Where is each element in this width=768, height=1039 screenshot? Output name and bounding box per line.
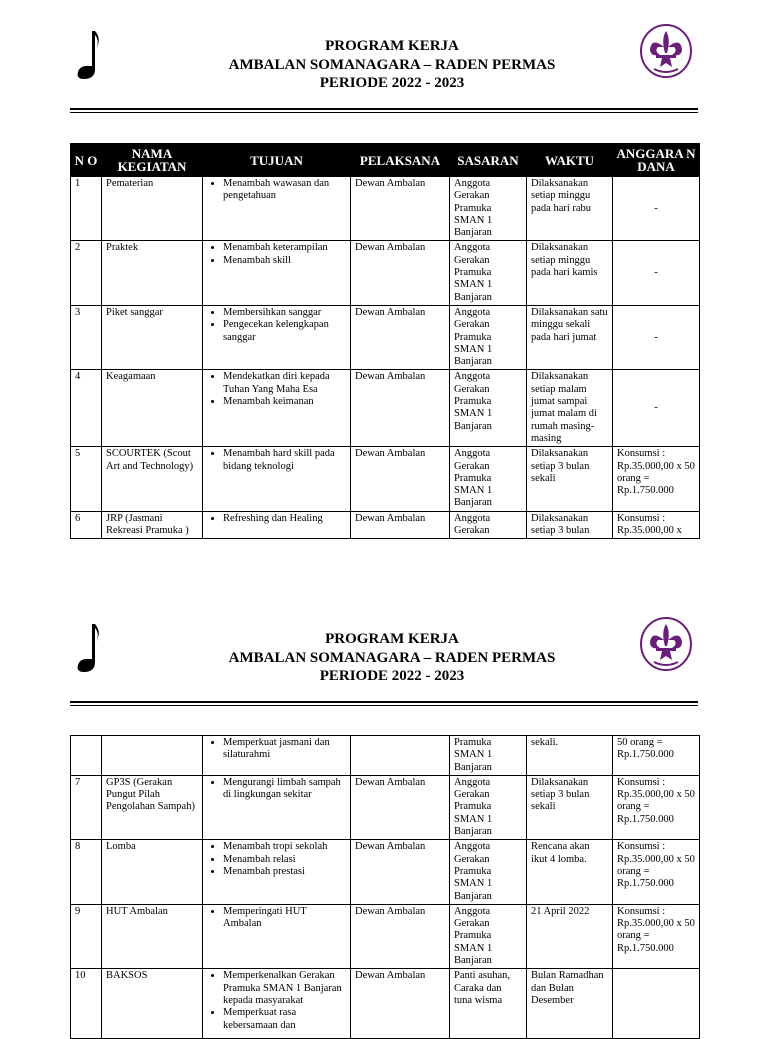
cell-waktu: Dilaksanakan setiap 3 bulan sekali xyxy=(527,775,613,839)
cell-tujuan xyxy=(203,736,351,776)
cell-sasaran: Anggota Gerakan Pramuka SMAN 1 Banjaran xyxy=(450,904,527,968)
cell-nama-kegiatan: Pematerian xyxy=(102,177,203,241)
tujuan-item: • Menambah skill xyxy=(223,255,346,267)
title-line-3: PERIODE 2022 - 2023 xyxy=(319,75,465,91)
cell-pelaksana: Dewan Ambalan xyxy=(351,775,450,839)
tujuan-item: • Menambah tropi sekolah xyxy=(223,841,346,853)
cell-anggaran-dana: Konsumsi : Rp.35.000,00 x 50 orang = Rp.1.750.000 xyxy=(613,904,700,968)
cell-no: 8 xyxy=(71,840,102,904)
tujuan-item: • Memperkuat jasmani dan silaturahmi xyxy=(223,737,346,762)
cell-anggaran-dana: - xyxy=(613,370,700,447)
tujuan-item: • Mendekatkan diri kepada Tuhan Yang Maha Esa xyxy=(223,371,346,396)
cell-pelaksana xyxy=(351,736,450,776)
title-line-1: PROGRAM KERJA xyxy=(325,631,459,647)
cell-sasaran: Anggota Gerakan Pramuka SMAN 1 Banjaran xyxy=(450,177,527,241)
cell-no: 9 xyxy=(71,904,102,968)
table-row xyxy=(71,736,700,776)
table-row xyxy=(71,904,700,968)
cell-anggaran-dana: 50 orang = Rp.1.750.000 xyxy=(613,736,700,776)
cell-pelaksana: Dewan Ambalan xyxy=(351,447,450,511)
col-header-sasaran: SASARAN xyxy=(450,144,527,177)
cell-pelaksana: Dewan Ambalan xyxy=(351,904,450,968)
tujuan-item: • Membersihkan sanggar xyxy=(223,307,346,319)
tujuan-item: • Menambah keterampilan xyxy=(223,242,346,254)
table-row xyxy=(71,969,700,1039)
cell-anggaran-dana: Konsumsi : Rp.35.000,00 x 50 orang = Rp.1.750.000 xyxy=(613,775,700,839)
cell-anggaran-dana: Konsumsi : Rp.35.000,00 x 50 orang = Rp.1.750.000 xyxy=(613,447,700,511)
table-row xyxy=(71,840,700,904)
tujuan-item: • Menambah hard skill pada bidang teknologi xyxy=(223,448,346,473)
col-header-nama-kegiatan: NAMA KEGIATAN xyxy=(102,144,203,177)
cell-waktu: Dilaksanakan setiap 3 bulan xyxy=(527,511,613,539)
cell-nama-kegiatan: SCOURTEK (Scout Art and Technology) xyxy=(102,447,203,511)
cell-nama-kegiatan: JRP (Jasmani Rekreasi Pramuka ) xyxy=(102,511,203,539)
title-line-2: AMBALAN SOMANAGARA – RADEN PERMAS xyxy=(228,56,556,73)
tujuan-item: • Menambah prestasi xyxy=(223,866,346,878)
cell-waktu: Rencana akan ikut 4 lomba. xyxy=(527,840,613,904)
cell-waktu: Dilaksanakan setiap malam jumat sampai jumat malam di rumah masing-masing xyxy=(527,370,613,447)
cell-anggaran-dana: - xyxy=(613,305,700,369)
tujuan-item: • Memperkuat rasa kebersamaan dan xyxy=(223,1007,346,1032)
cell-no: 4 xyxy=(71,370,102,447)
cell-sasaran: Anggota Gerakan Pramuka SMAN 1 Banjaran xyxy=(450,305,527,369)
cell-sasaran: Anggota Gerakan Pramuka SMAN 1 Banjaran xyxy=(450,241,527,305)
tujuan-item: • Pengecekan kelengkapan sanggar xyxy=(223,319,346,344)
cell-tujuan xyxy=(203,775,351,839)
cell-tujuan xyxy=(203,840,351,904)
cell-anggaran-dana: Konsumsi : Rp.35.000,00 x 50 orang = Rp.1.750.000 xyxy=(613,840,700,904)
title-line-2: AMBALAN SOMANAGARA – RADEN PERMAS xyxy=(228,649,556,666)
cell-anggaran-dana xyxy=(613,969,700,1039)
program-table-page-2 xyxy=(70,735,700,1039)
tujuan-item: • Mengurangi limbah sampah di lingkungan sekitar xyxy=(223,777,346,802)
cell-anggaran-dana: Konsumsi : Rp.35.000,00 x xyxy=(613,511,700,539)
cell-sasaran: Anggota Gerakan Pramuka SMAN 1 Banjaran xyxy=(450,840,527,904)
tujuan-item: • Menambah wawasan dan pengetahuan xyxy=(223,178,346,203)
cell-no: 6 xyxy=(71,511,102,539)
cell-nama-kegiatan: GP3S (Gerakan Pungut Pilah Pengolahan Sampah) xyxy=(102,775,203,839)
cell-no: 2 xyxy=(71,241,102,305)
cell-tujuan xyxy=(203,904,351,968)
cell-pelaksana: Dewan Ambalan xyxy=(351,969,450,1039)
cell-sasaran: Anggota Gerakan Pramuka SMAN 1 Banjaran xyxy=(450,370,527,447)
cell-no: 7 xyxy=(71,775,102,839)
title-line-3: PERIODE 2022 - 2023 xyxy=(319,668,465,684)
cell-nama-kegiatan: Piket sanggar xyxy=(102,305,203,369)
cell-sasaran: Panti asuhan, Caraka dan tuna wisma xyxy=(450,969,527,1039)
tujuan-item: • Menambah relasi xyxy=(223,854,346,866)
cell-pelaksana: Dewan Ambalan xyxy=(351,511,450,539)
cell-sasaran: Anggota Gerakan Pramuka SMAN 1 Banjaran xyxy=(450,447,527,511)
table-row xyxy=(71,775,700,839)
cell-nama-kegiatan: Lomba xyxy=(102,840,203,904)
cell-waktu: Dilaksanakan setiap minggu pada hari kamis xyxy=(527,241,613,305)
cell-waktu: Bulan Ramadhan dan Bulan Desember xyxy=(527,969,613,1039)
cell-nama-kegiatan xyxy=(102,736,203,776)
cell-sasaran: Pramuka SMAN 1 Banjaran xyxy=(450,736,527,776)
tujuan-item: • Memperkenalkan Gerakan Pramuka SMAN 1 Banjaran kepada masyarakat xyxy=(223,970,346,1007)
cell-sasaran: Anggota Gerakan Pramuka SMAN 1 Banjaran xyxy=(450,775,527,839)
cell-waktu: Dilaksanakan satu minggu sekali pada hari jumat xyxy=(527,305,613,369)
cell-waktu: 21 April 2022 xyxy=(527,904,613,968)
cell-pelaksana: Dewan Ambalan xyxy=(351,305,450,369)
tujuan-item: • Memperingati HUT Ambalan xyxy=(223,906,346,931)
cell-no: 5 xyxy=(71,447,102,511)
col-header-no: N O xyxy=(71,144,102,177)
cell-nama-kegiatan: BAKSOS xyxy=(102,969,203,1039)
cell-no: 3 xyxy=(71,305,102,369)
cell-waktu: Dilaksanakan setiap 3 bulan sekali xyxy=(527,447,613,511)
cell-pelaksana: Dewan Ambalan xyxy=(351,840,450,904)
title-line-1: PROGRAM KERJA xyxy=(325,38,459,54)
col-header-tujuan: TUJUAN xyxy=(203,144,351,177)
col-header-pelaksana: PELAKSANA xyxy=(351,144,450,177)
tujuan-item: • Refreshing dan Healing xyxy=(223,513,346,525)
cell-no: 1 xyxy=(71,177,102,241)
cell-pelaksana: Dewan Ambalan xyxy=(351,177,450,241)
col-header-waktu: WAKTU xyxy=(527,144,613,177)
cell-sasaran: Anggota Gerakan xyxy=(450,511,527,539)
cell-tujuan xyxy=(203,969,351,1039)
cell-waktu: Dilaksanakan setiap minggu pada hari rabu xyxy=(527,177,613,241)
col-header-anggaran-dana: ANGGARA N DANA xyxy=(613,144,700,177)
tujuan-item: • Menambah keimanan xyxy=(223,396,346,408)
cell-pelaksana: Dewan Ambalan xyxy=(351,241,450,305)
cell-no: 10 xyxy=(71,969,102,1039)
cell-waktu: sekali. xyxy=(527,736,613,776)
cell-pelaksana: Dewan Ambalan xyxy=(351,370,450,447)
cell-nama-kegiatan: HUT Ambalan xyxy=(102,904,203,968)
cell-no xyxy=(71,736,102,776)
cell-anggaran-dana: - xyxy=(613,177,700,241)
cell-nama-kegiatan: Praktek xyxy=(102,241,203,305)
cell-anggaran-dana: - xyxy=(613,241,700,305)
cell-nama-kegiatan: Keagamaan xyxy=(102,370,203,447)
